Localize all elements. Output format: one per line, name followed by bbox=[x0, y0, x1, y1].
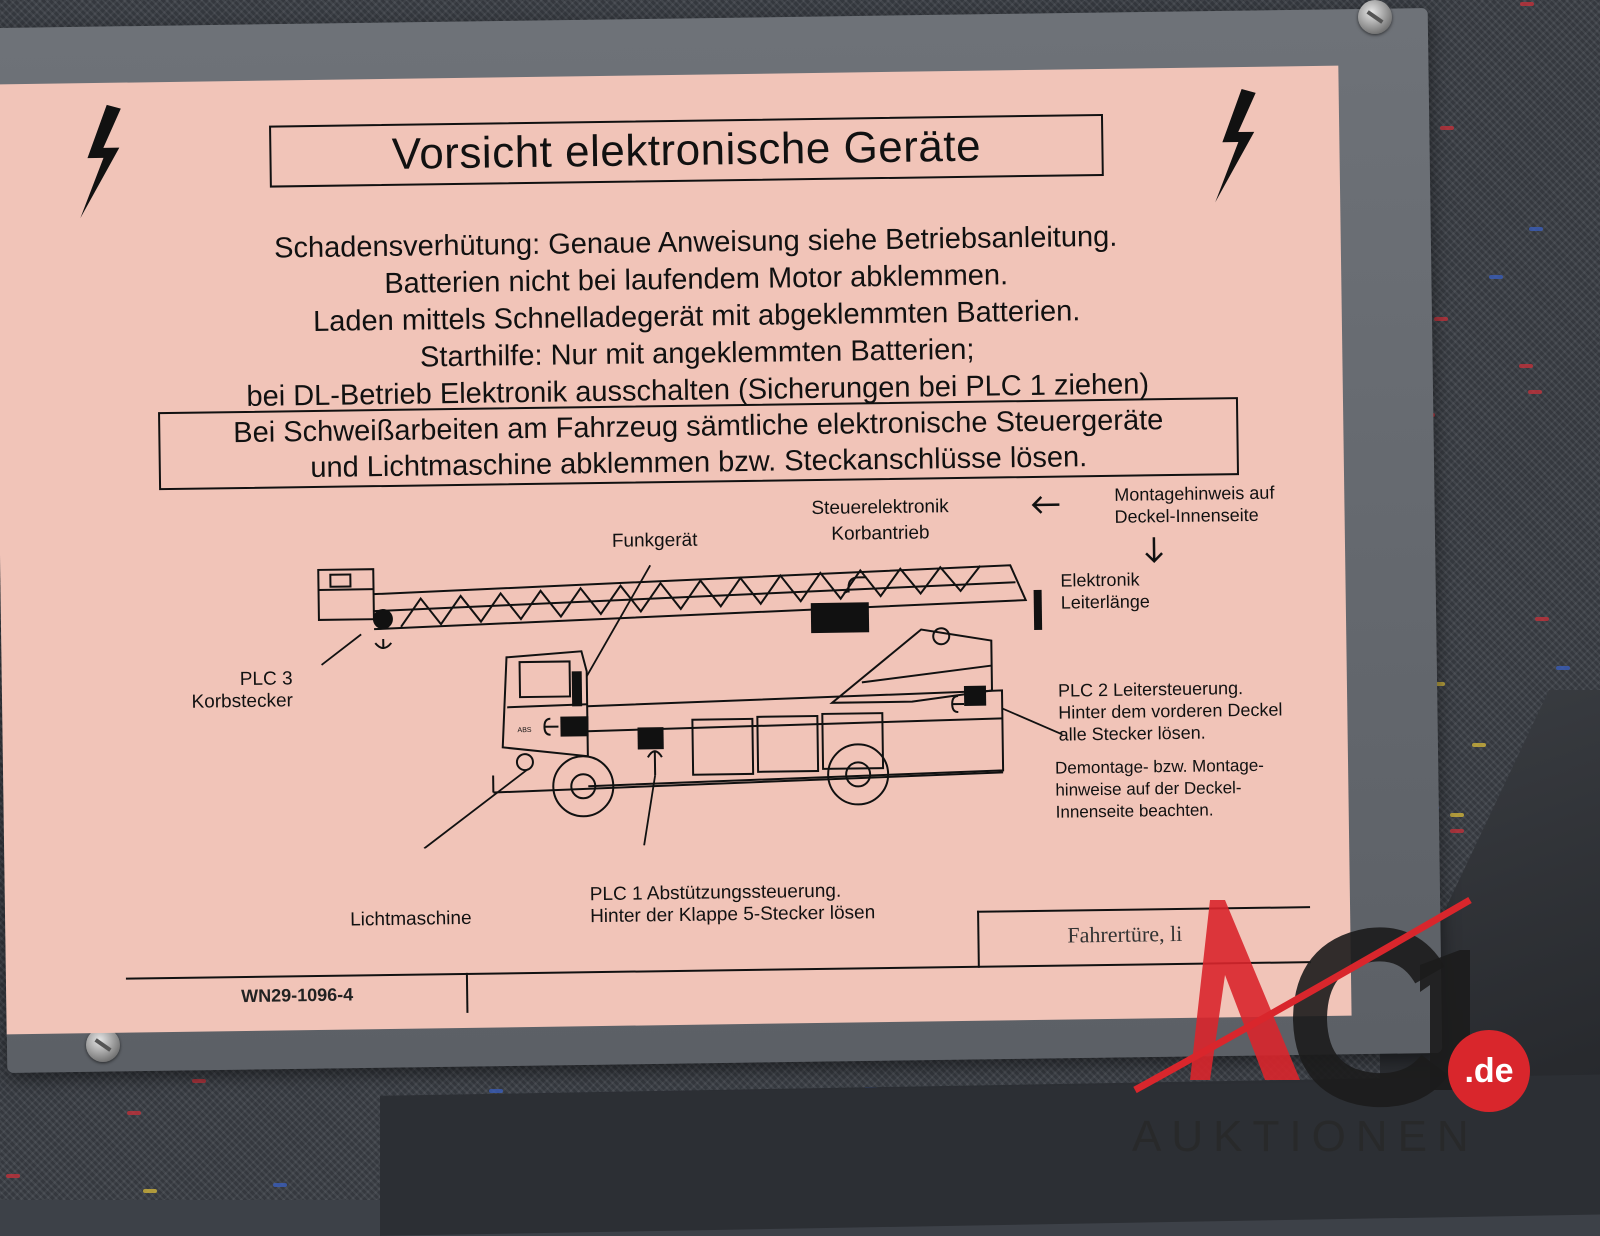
arrow-down-icon bbox=[1142, 535, 1166, 565]
instruction-line: bei DL-Betrieb Elektronik ausschalten (Sicherungen bei PLC 1 ziehen) bbox=[118, 365, 1278, 418]
fabric-speck bbox=[1535, 617, 1549, 621]
lightning-bolt-icon-left bbox=[69, 103, 131, 224]
fabric-speck bbox=[1450, 829, 1464, 833]
label-plc3 bbox=[182, 668, 293, 714]
label-elektronik bbox=[1060, 568, 1150, 613]
sign-title-box bbox=[269, 114, 1104, 188]
label-line: Leiterlänge bbox=[1061, 590, 1150, 613]
label-line: Innenseite beachten. bbox=[1056, 799, 1265, 824]
fabric-speck bbox=[1450, 813, 1464, 817]
fabric-speck bbox=[192, 1079, 206, 1083]
label-line: Montagehinweis auf bbox=[1114, 482, 1274, 506]
fabric-speck bbox=[1434, 317, 1448, 321]
lightning-bolt-icon-right bbox=[1204, 87, 1266, 208]
label-funkgeraet: Funkgerät bbox=[612, 530, 698, 553]
label-line: Hinter dem vorderen Deckel bbox=[1058, 699, 1282, 724]
label-line: PLC 3 bbox=[182, 668, 293, 692]
label-steuerelektronik bbox=[811, 496, 949, 546]
weld-warning-line: Bei Schweißarbeiten am Fahrzeug sämtliche elektronische Steuergeräte bbox=[160, 401, 1236, 452]
fabric-speck bbox=[1489, 275, 1503, 279]
logo-subtitle: AUKTIONEN bbox=[1132, 1112, 1479, 1162]
fabric-speck bbox=[1520, 2, 1534, 6]
door-label: Fahrertüre, li bbox=[1067, 921, 1182, 949]
fabric-speck bbox=[1528, 390, 1542, 394]
logo-letter-c bbox=[1310, 944, 1435, 1090]
instructions bbox=[116, 217, 1278, 418]
instruction-line: Laden mittels Schnelladegerät mit abgeklemmten Batterien. bbox=[117, 291, 1277, 344]
label-line: Elektronik bbox=[1060, 568, 1149, 591]
label-line: Hinter der Klappe 5-Stecker lösen bbox=[590, 902, 875, 928]
fabric-speck bbox=[1440, 126, 1454, 130]
fabric-speck bbox=[1472, 743, 1486, 747]
label-line: PLC 1 Abstützungssteuerung. bbox=[590, 880, 875, 906]
fabric-speck bbox=[489, 1089, 503, 1093]
fabric-speck bbox=[6, 1174, 20, 1178]
label-line: alle Stecker lösen. bbox=[1058, 720, 1282, 745]
label-demontage bbox=[1055, 755, 1265, 824]
fabric-speck bbox=[1556, 666, 1570, 670]
fabric-speck bbox=[1529, 227, 1543, 231]
instruction-line: Batterien nicht bei laufendem Motor abklemmen. bbox=[116, 254, 1276, 307]
label-lichtmaschine: Lichtmaschine bbox=[350, 908, 472, 932]
divider bbox=[977, 911, 980, 968]
label-line: Steuerelektronik bbox=[811, 496, 949, 520]
screw-top-right bbox=[1358, 0, 1392, 34]
arrow-left-icon bbox=[1029, 493, 1061, 517]
document-code: WN29-1096-4 bbox=[241, 985, 353, 1008]
instruction-line: Starthilfe: Nur mit angeklemmten Batterien; bbox=[117, 328, 1277, 381]
label-line: Demontage- bzw. Montage- bbox=[1055, 755, 1264, 780]
fabric-speck bbox=[273, 1183, 287, 1187]
fabric-speck bbox=[143, 1189, 157, 1193]
aerial-ladder-truck-diagram bbox=[300, 540, 1064, 851]
label-plc2 bbox=[1058, 677, 1283, 746]
label-line: Korbstecker bbox=[182, 690, 293, 714]
label-line: PLC 2 Leitersteuerung. bbox=[1058, 677, 1282, 702]
welding-warning-box bbox=[158, 397, 1239, 490]
label-line: Korbantrieb bbox=[812, 522, 950, 546]
domain-badge: .de bbox=[1448, 1030, 1530, 1112]
sign-title: Vorsicht elektronische Geräte bbox=[391, 122, 981, 180]
fabric-speck bbox=[1519, 364, 1533, 368]
label-montagehinweis bbox=[1114, 482, 1275, 528]
abs-label: ABS bbox=[517, 727, 531, 734]
label-line: hinweise auf der Deckel- bbox=[1055, 777, 1264, 802]
label-line: Deckel-Innenseite bbox=[1114, 504, 1274, 528]
divider bbox=[466, 973, 469, 1013]
weld-warning-line: und Lichtmaschine abklemmen bzw. Steckanschlüsse lösen. bbox=[161, 437, 1237, 488]
fabric-speck bbox=[127, 1111, 141, 1115]
instruction-line: Schadensverhütung: Genaue Anweisung siehe Betriebsanleitung. bbox=[116, 217, 1276, 270]
